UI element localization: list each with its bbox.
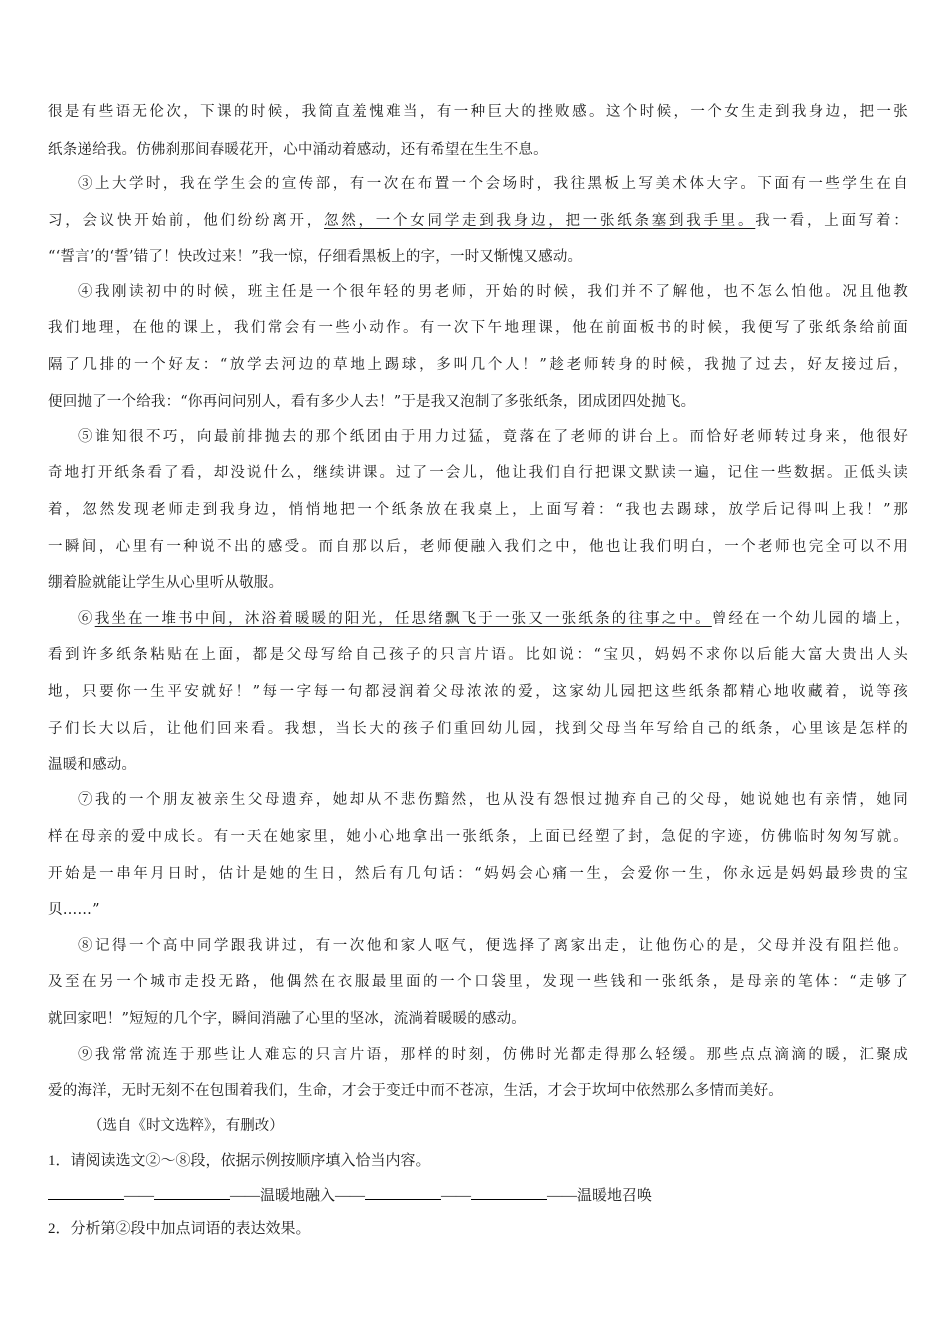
text-span: 我一看，上面写着： [755, 213, 908, 229]
paragraph-8-line: 及至在另一个城市走投无路，他偶然在衣服最里面的一个口袋里，发现一些钱和一张纸条，是母亲的笔体：“走够了 [48, 974, 908, 990]
paragraph-7-line: ⑦我的一个朋友被亲生父母遗弃，她却从不悲伤黯然，也从没有怨恨过抛弃自己的父母，她说她也有亲情，她同 [78, 792, 908, 808]
paragraph-7-line: 开始是一串年月日时，估计是她的生日，然后有几句话：“妈妈会心痛一生，会爱你一生，你永远是妈妈最珍贵的宝 [48, 866, 908, 882]
paragraph-7-line: 贝……” [48, 902, 100, 918]
source-note: （选自《时文选粹》，有删改） [88, 1118, 284, 1134]
question-2: 2．分析第②段中加点词语的表达效果。 [48, 1221, 311, 1237]
paragraph-6-line: 子们长大以后，让他们回来看。我想，当长大的孩子们重回幼儿园，找到父母当年写给自己的纸条，心里该是怎样的 [48, 721, 908, 737]
answer-blank[interactable] [365, 1185, 441, 1200]
paragraph-8-line: ⑧记得一个高中同学跟我讲过，有一次他和家人呕气，便选择了离家出走，让他伤心的是，父母并没有阻拦他。 [78, 938, 908, 954]
text-line: 纸条递给我。仿佛刹那间春暖花开，心中涌动着感动，还有希望在生生不息。 [48, 142, 548, 158]
paragraph-7-line: 样在母亲的爱中成长。有一天在她家里，她小心地拿出一张纸条，上面已经塑了封，急促的字迹，仿佛临时匆匆写就。 [48, 829, 908, 845]
example-hint: ——温暖地召唤 [547, 1188, 653, 1204]
paragraph-8-line: 就回家吧！”短短的几个字，瞬间消融了心里的坚冰，流淌着暖暖的感动。 [48, 1011, 527, 1027]
paragraph-5-line: 着，忽然发现老师走到我身边，悄悄地把一个纸条放在我桌上，上面写着：“我也去踢球，放学后记得叫上我！”那 [48, 502, 908, 518]
text-span: 曾经在一个幼儿园的墙上， [711, 611, 910, 627]
paragraph-9-line: ⑨我常常流连于那些让人难忘的只言片语，那样的时刻，仿佛时光都走得那么轻缓。那些点点滴滴的暖，汇聚成 [78, 1047, 908, 1063]
paragraph-6-line: 看到许多纸条粘贴在上面，都是父母写给自己孩子的只言片语。比如说：“宝贝，妈妈不求你以后能大富大贵出人头 [48, 647, 908, 663]
answer-blank[interactable] [154, 1185, 230, 1200]
answer-blank[interactable] [471, 1185, 547, 1200]
paragraph-4-line: 便回抛了一个给我：“你再问问别人，看有多少人去！”于是我又泡制了多张纸条，团成团四处抛飞。 [48, 394, 696, 410]
paragraph-3-line: “‘誓言’的‘誓’错了！快改过来！”我一惊，仔细看黑板上的字，一时又惭愧又感动。 [48, 249, 583, 265]
paragraph-4-line: 隔了几排的一个好友：“放学去河边的草地上踢球，多叫几个人！”趁老师转身的时候，我抛了过去，好友接过后， [48, 357, 908, 373]
question-1: 1．请阅读选文②～⑧段，依据示例按顺序填入恰当内容。 [48, 1153, 431, 1169]
paragraph-5-line: ⑤谁知很不巧，向最前排抛去的那个纸团由于用力过猛，竟落在了老师的讲台上。而恰好老师转过身来，他很好 [78, 429, 908, 445]
dash-separator: —— [441, 1188, 472, 1204]
question-1-blanks [48, 1185, 652, 1206]
paragraph-3-line [48, 211, 908, 231]
dash-separator: —— [124, 1188, 154, 1204]
paragraph-9-line: 爱的海洋，无时无刻不在包围着我们，生命，才会于变迁中而不苍凉，生活，才会于坎坷中依然那么多情而美好。 [48, 1083, 783, 1099]
example-hint: ——温暖地融入—— [230, 1188, 366, 1204]
paragraph-6-line [78, 609, 910, 629]
paragraph-3-line: ③上大学时，我在学生会的宣传部，有一次在布置一个会场时，我往黑板上写美术体大字。下面有一些学生在自 [78, 176, 908, 192]
paragraph-6-line: 温暖和感动。 [48, 757, 137, 773]
answer-blank[interactable] [48, 1185, 124, 1200]
paragraph-5-line: 一瞬间，心里有一种说不出的感受。而自那以后，老师便融入我们之中，他也让我们明白，一个老师也完全可以不用 [48, 539, 908, 555]
underlined-sentence: 忽然，一个女同学走到我身边，把一张纸条塞到我手里。 [324, 213, 756, 229]
paragraph-4-line: ④我刚读初中的时候，班主任是一个很年轻的男老师，开始的时候，我们并不了解他，也不怎么怕他。况且他教 [78, 284, 908, 300]
text-line: 很是有些语无伦次，下课的时候，我简直羞愧难当，有一种巨大的挫败感。这个时候，一个女生走到我身边，把一张 [48, 104, 908, 120]
text-span: 习，会议快开始前，他们纷纷离开， [48, 213, 325, 229]
paragraph-5-line: 奇地打开纸条看了看，却没说什么，继续讲课。过了一会儿，他让我们自行把课文默读一遍，记住一些数据。正低头读 [48, 465, 908, 481]
underlined-sentence: 我坐在一堆书中间，沐浴着暖暖的阳光，任思绪飘飞于一张又一张纸条的往事之中。 [94, 611, 712, 627]
paragraph-5-line: 绷着脸就能让学生从心里听从敬服。 [48, 575, 284, 591]
paragraph-4-line: 我们地理，在他的课上，我们常会有一些小动作。有一次下午地理课，他在前面板书的时候，我便写了张纸条给前面 [48, 320, 908, 336]
text-span: ⑥ [78, 611, 95, 627]
paragraph-6-line: 地，只要你一生平安就好！”每一字每一句都浸润着父母浓浓的爱，这家幼儿园把这些纸条都精心地收藏着，说等孩 [48, 684, 908, 700]
